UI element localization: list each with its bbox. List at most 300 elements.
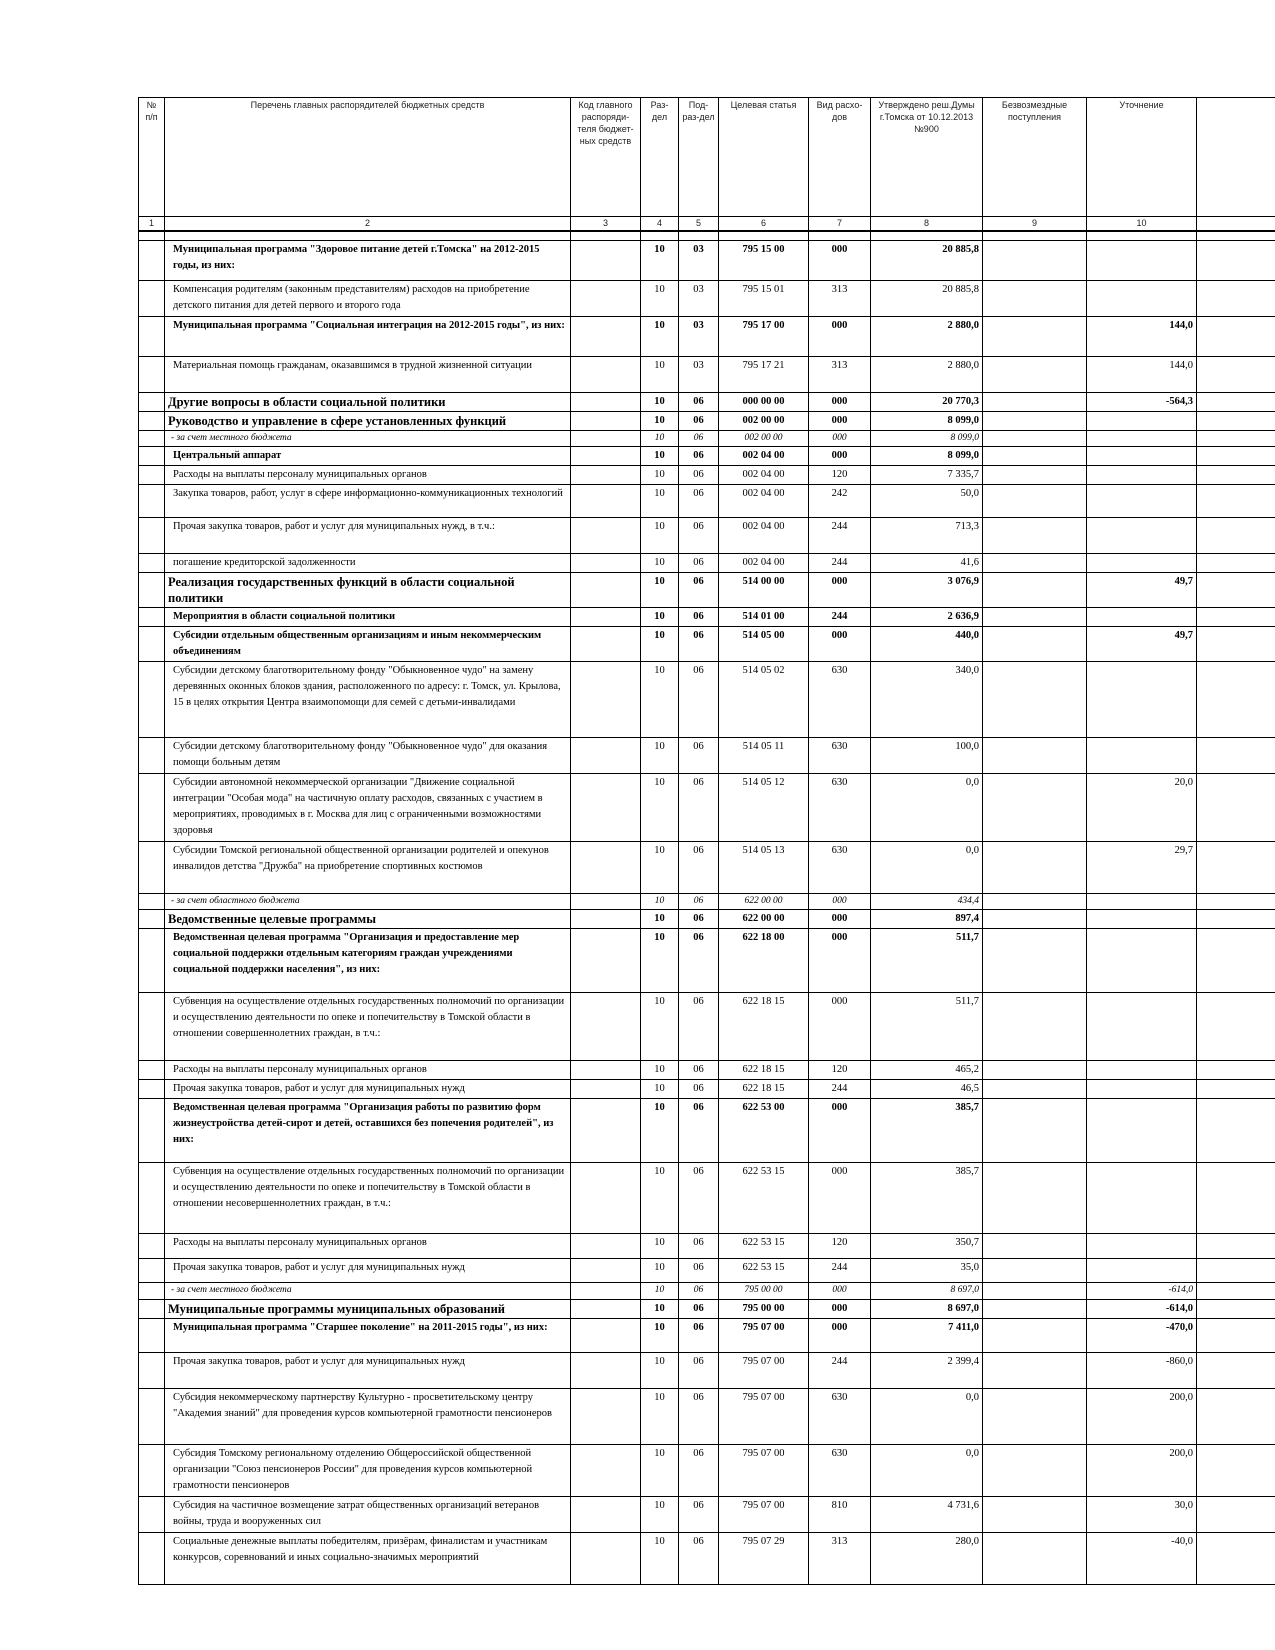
row-change — [1087, 993, 1197, 1061]
row-subsection: 06 — [679, 1389, 719, 1445]
row-target-article: 795 17 00 — [719, 317, 809, 357]
row-section: 10 — [641, 910, 679, 929]
row-description: Муниципальная программа "Здоровое питание детей г.Томска" на 2012-2015 годы, из них: — [165, 241, 571, 281]
table-row — [139, 738, 1275, 774]
row-subsection: 06 — [679, 573, 719, 608]
row-section: 10 — [641, 317, 679, 357]
row-extra — [1197, 554, 1275, 573]
row-subsection: 06 — [679, 627, 719, 662]
row-number — [139, 554, 165, 573]
row-approved: 20 770,3 — [871, 393, 983, 412]
row-donations — [983, 1061, 1087, 1080]
row-change — [1087, 431, 1197, 447]
row-number — [139, 1445, 165, 1497]
row-expense-type: 244 — [809, 1080, 871, 1099]
row-donations — [983, 1234, 1087, 1259]
row-extra — [1197, 412, 1275, 431]
row-expense-type: 000 — [809, 993, 871, 1061]
row-section: 10 — [641, 993, 679, 1061]
row-code — [571, 485, 641, 518]
row-code — [571, 1353, 641, 1389]
row-section: 10 — [641, 1389, 679, 1445]
row-subsection: 06 — [679, 662, 719, 738]
row-approved: 46,5 — [871, 1080, 983, 1099]
col-header: Вид расхо-дов — [809, 98, 871, 217]
row-extra — [1197, 1080, 1275, 1099]
table-row — [139, 1099, 1275, 1163]
table-row — [139, 894, 1275, 910]
col-number: 10 — [1087, 217, 1197, 232]
row-section: 10 — [641, 842, 679, 894]
row-donations — [983, 554, 1087, 573]
row-code — [571, 774, 641, 842]
row-approved: 511,7 — [871, 929, 983, 993]
row-number — [139, 1533, 165, 1585]
row-donations — [983, 431, 1087, 447]
row-description: Закупка товаров, работ, услуг в сфере информационно-коммуникационных технологий — [165, 485, 571, 518]
row-target-article: 514 05 00 — [719, 627, 809, 662]
row-number — [139, 1497, 165, 1533]
row-approved: 20 885,8 — [871, 241, 983, 281]
table-row — [139, 608, 1275, 627]
row-approved: 713,3 — [871, 518, 983, 554]
row-donations — [983, 317, 1087, 357]
row-description: Муниципальная программа "Социальная интеграция на 2012-2015 годы", из них: — [165, 317, 571, 357]
table-row — [139, 573, 1275, 608]
row-donations — [983, 1163, 1087, 1234]
row-description: Расходы на выплаты персоналу муниципальных органов — [165, 1234, 571, 1259]
row-extra — [1197, 738, 1275, 774]
row-change: 29,7 — [1087, 842, 1197, 894]
col-number-extra — [1197, 217, 1275, 232]
row-number — [139, 608, 165, 627]
table-row — [139, 774, 1275, 842]
row-donations — [983, 281, 1087, 317]
row-change — [1087, 929, 1197, 993]
row-target-article: 002 00 00 — [719, 412, 809, 431]
row-change — [1087, 447, 1197, 466]
row-change — [1087, 241, 1197, 281]
row-description: Ведомственная целевая программа "Организация работы по развитию форм жизнеустройства детей-сирот и детей, оставшихся без попечения родителей", из них: — [165, 1099, 571, 1163]
row-number — [139, 447, 165, 466]
row-target-article: 622 18 15 — [719, 1080, 809, 1099]
row-change — [1087, 608, 1197, 627]
row-number — [139, 317, 165, 357]
table-row — [139, 518, 1275, 554]
row-expense-type: 000 — [809, 1319, 871, 1353]
row-extra — [1197, 894, 1275, 910]
row-donations — [983, 608, 1087, 627]
row-expense-type: 313 — [809, 281, 871, 317]
column-number-row — [139, 217, 1275, 232]
row-donations — [983, 518, 1087, 554]
row-code — [571, 466, 641, 485]
col-number: 8 — [871, 217, 983, 232]
row-approved: 2 880,0 — [871, 317, 983, 357]
table-row — [139, 447, 1275, 466]
row-change: 144,0 — [1087, 357, 1197, 393]
row-number — [139, 1283, 165, 1300]
row-code — [571, 1445, 641, 1497]
col-number: 6 — [719, 217, 809, 232]
row-target-article: 795 15 01 — [719, 281, 809, 317]
row-section: 10 — [641, 466, 679, 485]
row-section: 10 — [641, 1283, 679, 1300]
row-subsection: 06 — [679, 894, 719, 910]
row-description: Муниципальная программа "Старшее поколение" на 2011-2015 годы", из них: — [165, 1319, 571, 1353]
row-description: Материальная помощь гражданам, оказавшимся в трудной жизненной ситуации — [165, 357, 571, 393]
row-code — [571, 662, 641, 738]
row-section: 10 — [641, 431, 679, 447]
table-row — [139, 466, 1275, 485]
row-expense-type: 000 — [809, 910, 871, 929]
table-row — [139, 1061, 1275, 1080]
row-expense-type: 630 — [809, 738, 871, 774]
row-change: 49,7 — [1087, 627, 1197, 662]
row-approved: 465,2 — [871, 1061, 983, 1080]
row-target-article: 795 07 00 — [719, 1389, 809, 1445]
row-number — [139, 1389, 165, 1445]
table-row — [139, 929, 1275, 993]
row-expense-type: 000 — [809, 447, 871, 466]
table-row — [139, 1234, 1275, 1259]
row-code — [571, 1300, 641, 1319]
row-target-article: 622 00 00 — [719, 910, 809, 929]
col-header: Код главного распоряди-теля бюджет-ных средств — [571, 98, 641, 217]
row-subsection: 06 — [679, 608, 719, 627]
row-donations — [983, 738, 1087, 774]
row-description: Ведомственная целевая программа "Организация и предоставление мер социальной поддержки отдельным категориям граждан учреждениями социальной поддержки населения", из них: — [165, 929, 571, 993]
row-code — [571, 554, 641, 573]
row-target-article: 795 00 00 — [719, 1283, 809, 1300]
row-code — [571, 993, 641, 1061]
row-approved: 0,0 — [871, 1389, 983, 1445]
row-description: Социальные денежные выплаты победителям, призёрам, финалистам и участникам конкурсов, соревнований и иных социально-значимых мероприятий — [165, 1533, 571, 1585]
table-row — [139, 554, 1275, 573]
row-number — [139, 1319, 165, 1353]
row-approved: 7 335,7 — [871, 466, 983, 485]
row-donations — [983, 241, 1087, 281]
row-code — [571, 393, 641, 412]
row-change: 144,0 — [1087, 317, 1197, 357]
row-section: 10 — [641, 1234, 679, 1259]
row-donations — [983, 1099, 1087, 1163]
row-code — [571, 573, 641, 608]
col-number: 5 — [679, 217, 719, 232]
row-subsection: 06 — [679, 1259, 719, 1283]
row-extra — [1197, 447, 1275, 466]
row-expense-type: 244 — [809, 608, 871, 627]
row-expense-type: 000 — [809, 1283, 871, 1300]
row-number — [139, 1259, 165, 1283]
row-number — [139, 573, 165, 608]
table-row — [139, 993, 1275, 1061]
row-approved: 8 099,0 — [871, 412, 983, 431]
row-code — [571, 627, 641, 662]
col-number: 1 — [139, 217, 165, 232]
row-target-article: 622 53 00 — [719, 1099, 809, 1163]
row-description: Субвенция на осуществление отдельных государственных полномочий по организации и осуществлению деятельности по опеке и попечительству в Томской области в отношении совершеннолетних граждан, в т.ч.: — [165, 993, 571, 1061]
row-subsection: 06 — [679, 447, 719, 466]
row-section: 10 — [641, 447, 679, 466]
row-change: -614,0 — [1087, 1283, 1197, 1300]
row-approved: 0,0 — [871, 842, 983, 894]
row-target-article: 002 04 00 — [719, 554, 809, 573]
row-change: -860,0 — [1087, 1353, 1197, 1389]
row-approved: 8 697,0 — [871, 1300, 983, 1319]
row-extra — [1197, 993, 1275, 1061]
row-approved: 8 099,0 — [871, 431, 983, 447]
row-section: 10 — [641, 1061, 679, 1080]
row-description: - за счет местного бюджета — [165, 1283, 571, 1300]
row-donations — [983, 1353, 1087, 1389]
table-row — [139, 485, 1275, 518]
row-code — [571, 842, 641, 894]
row-change — [1087, 1163, 1197, 1234]
row-expense-type: 000 — [809, 1300, 871, 1319]
col-header: Уточнение — [1087, 98, 1197, 217]
row-subsection: 06 — [679, 774, 719, 842]
row-donations — [983, 774, 1087, 842]
row-extra — [1197, 1163, 1275, 1234]
row-extra — [1197, 608, 1275, 627]
row-code — [571, 241, 641, 281]
row-approved: 440,0 — [871, 627, 983, 662]
row-expense-type: 244 — [809, 518, 871, 554]
row-approved: 2 880,0 — [871, 357, 983, 393]
row-subsection: 06 — [679, 929, 719, 993]
row-subsection: 06 — [679, 1080, 719, 1099]
row-change: -470,0 — [1087, 1319, 1197, 1353]
row-change: 30,0 — [1087, 1497, 1197, 1533]
row-target-article: 622 53 15 — [719, 1259, 809, 1283]
row-section: 10 — [641, 894, 679, 910]
row-approved: 385,7 — [871, 1099, 983, 1163]
table-row — [139, 1283, 1275, 1300]
row-expense-type: 000 — [809, 894, 871, 910]
table-body — [139, 241, 1275, 1585]
row-subsection: 03 — [679, 241, 719, 281]
row-donations — [983, 412, 1087, 431]
row-code — [571, 894, 641, 910]
row-code — [571, 608, 641, 627]
row-change — [1087, 485, 1197, 518]
row-change: 49,7 — [1087, 573, 1197, 608]
row-extra — [1197, 627, 1275, 662]
row-section: 10 — [641, 412, 679, 431]
row-subsection: 06 — [679, 412, 719, 431]
row-donations — [983, 842, 1087, 894]
row-subsection: 06 — [679, 393, 719, 412]
row-subsection: 06 — [679, 1353, 719, 1389]
row-change: 20,0 — [1087, 774, 1197, 842]
table-row — [139, 662, 1275, 738]
row-code — [571, 910, 641, 929]
row-extra — [1197, 431, 1275, 447]
row-target-article: 795 07 00 — [719, 1445, 809, 1497]
row-approved: 3 076,9 — [871, 573, 983, 608]
row-section: 10 — [641, 1080, 679, 1099]
row-section: 10 — [641, 1497, 679, 1533]
row-change: -564,3 — [1087, 393, 1197, 412]
row-donations — [983, 393, 1087, 412]
row-subsection: 06 — [679, 1099, 719, 1163]
table-row — [139, 842, 1275, 894]
row-code — [571, 1319, 641, 1353]
row-subsection: 06 — [679, 1300, 719, 1319]
row-change — [1087, 466, 1197, 485]
col-number: 4 — [641, 217, 679, 232]
row-target-article: 514 05 13 — [719, 842, 809, 894]
row-section: 10 — [641, 627, 679, 662]
row-code — [571, 1283, 641, 1300]
row-donations — [983, 993, 1087, 1061]
row-code — [571, 1061, 641, 1080]
row-section: 10 — [641, 1300, 679, 1319]
row-target-article: 002 04 00 — [719, 485, 809, 518]
row-section: 10 — [641, 1445, 679, 1497]
col-header: Перечень главных распорядителей бюджетных средств — [165, 98, 571, 217]
row-target-article: 002 04 00 — [719, 447, 809, 466]
row-extra — [1197, 518, 1275, 554]
row-approved: 434,4 — [871, 894, 983, 910]
row-donations — [983, 929, 1087, 993]
row-target-article: 002 00 00 — [719, 431, 809, 447]
row-donations — [983, 1300, 1087, 1319]
row-expense-type: 244 — [809, 1353, 871, 1389]
row-code — [571, 1389, 641, 1445]
row-expense-type: 244 — [809, 1259, 871, 1283]
row-target-article: 622 18 15 — [719, 1061, 809, 1080]
table-row — [139, 627, 1275, 662]
row-subsection: 03 — [679, 357, 719, 393]
row-expense-type: 242 — [809, 485, 871, 518]
row-extra — [1197, 393, 1275, 412]
table-row — [139, 241, 1275, 281]
row-target-article: 622 18 00 — [719, 929, 809, 993]
row-code — [571, 1234, 641, 1259]
col-number: 9 — [983, 217, 1087, 232]
row-number — [139, 393, 165, 412]
row-extra — [1197, 1061, 1275, 1080]
row-code — [571, 1259, 641, 1283]
table-row — [139, 431, 1275, 447]
row-description: Другие вопросы в области социальной политики — [165, 393, 571, 412]
row-change — [1087, 1080, 1197, 1099]
row-subsection: 06 — [679, 1283, 719, 1300]
row-expense-type: 000 — [809, 431, 871, 447]
row-change — [1087, 554, 1197, 573]
table-row — [139, 317, 1275, 357]
row-number — [139, 1061, 165, 1080]
row-extra — [1197, 1300, 1275, 1319]
row-number — [139, 929, 165, 993]
row-approved: 897,4 — [871, 910, 983, 929]
row-extra — [1197, 281, 1275, 317]
table-row — [139, 357, 1275, 393]
row-change: 200,0 — [1087, 1445, 1197, 1497]
row-subsection: 06 — [679, 1061, 719, 1080]
row-section: 10 — [641, 357, 679, 393]
table-row — [139, 1080, 1275, 1099]
row-expense-type: 000 — [809, 412, 871, 431]
row-approved: 4 731,6 — [871, 1497, 983, 1533]
row-description: Центральный аппарат — [165, 447, 571, 466]
row-change — [1087, 1259, 1197, 1283]
row-expense-type: 630 — [809, 774, 871, 842]
row-code — [571, 1497, 641, 1533]
budget-table — [138, 97, 1275, 1585]
row-extra — [1197, 357, 1275, 393]
row-section: 10 — [641, 738, 679, 774]
row-section: 10 — [641, 281, 679, 317]
row-section: 10 — [641, 1163, 679, 1234]
row-target-article: 795 07 29 — [719, 1533, 809, 1585]
row-extra — [1197, 1259, 1275, 1283]
row-donations — [983, 357, 1087, 393]
row-description: Субсидии автономной некоммерческой организации "Движение социальной интеграции "Особая мода" на частичную оплату расходов, связанных с участием в мероприятиях, проводимых в г. Москва для лиц с ограниченными возможностями здоровья — [165, 774, 571, 842]
row-subsection: 06 — [679, 1497, 719, 1533]
row-number — [139, 466, 165, 485]
row-approved: 50,0 — [871, 485, 983, 518]
row-extra — [1197, 842, 1275, 894]
row-target-article: 002 04 00 — [719, 466, 809, 485]
col-number: 2 — [165, 217, 571, 232]
row-section: 10 — [641, 241, 679, 281]
col-header: Безвозмездные поступления — [983, 98, 1087, 217]
row-code — [571, 1163, 641, 1234]
row-number — [139, 1163, 165, 1234]
row-code — [571, 412, 641, 431]
row-target-article: 795 07 00 — [719, 1497, 809, 1533]
row-donations — [983, 910, 1087, 929]
row-description: Субсидии Томской региональной общественной организации родителей и опекунов инвалидов детства "Дружба" на приобретение спортивных костюмов — [165, 842, 571, 894]
row-target-article: 795 17 21 — [719, 357, 809, 393]
row-subsection: 06 — [679, 1533, 719, 1585]
row-change: -40,0 — [1087, 1533, 1197, 1585]
row-description: Прочая закупка товаров, работ и услуг для муниципальных нужд — [165, 1353, 571, 1389]
header-separator — [139, 231, 1275, 241]
row-extra — [1197, 774, 1275, 842]
row-section: 10 — [641, 1533, 679, 1585]
row-number — [139, 241, 165, 281]
row-approved: 0,0 — [871, 1445, 983, 1497]
row-change — [1087, 1061, 1197, 1080]
row-section: 10 — [641, 554, 679, 573]
row-description: Субсидии отдельным общественным организациям и иным некоммерческим объединениям — [165, 627, 571, 662]
row-donations — [983, 485, 1087, 518]
row-number — [139, 910, 165, 929]
header-row — [139, 98, 1275, 217]
row-target-article: 622 53 15 — [719, 1163, 809, 1234]
row-approved: 7 411,0 — [871, 1319, 983, 1353]
row-section: 10 — [641, 774, 679, 842]
row-extra — [1197, 929, 1275, 993]
row-description: Субсидии детскому благотворительному фонду "Обыкновенное чудо" для оказания помощи больным детям — [165, 738, 571, 774]
row-description: Субсидия Томскому региональному отделению Общероссийской общественной организации "Союз пенсионеров России" для проведения курсов компьютерной грамотности пенсионеров — [165, 1445, 571, 1497]
row-number — [139, 1300, 165, 1319]
row-description: Прочая закупка товаров, работ и услуг для муниципальных нужд — [165, 1080, 571, 1099]
row-expense-type: 630 — [809, 662, 871, 738]
row-subsection: 06 — [679, 431, 719, 447]
row-donations — [983, 573, 1087, 608]
row-donations — [983, 662, 1087, 738]
row-expense-type: 120 — [809, 1234, 871, 1259]
row-approved: 385,7 — [871, 1163, 983, 1234]
row-section: 10 — [641, 929, 679, 993]
row-extra — [1197, 1099, 1275, 1163]
row-target-article: 514 00 00 — [719, 573, 809, 608]
